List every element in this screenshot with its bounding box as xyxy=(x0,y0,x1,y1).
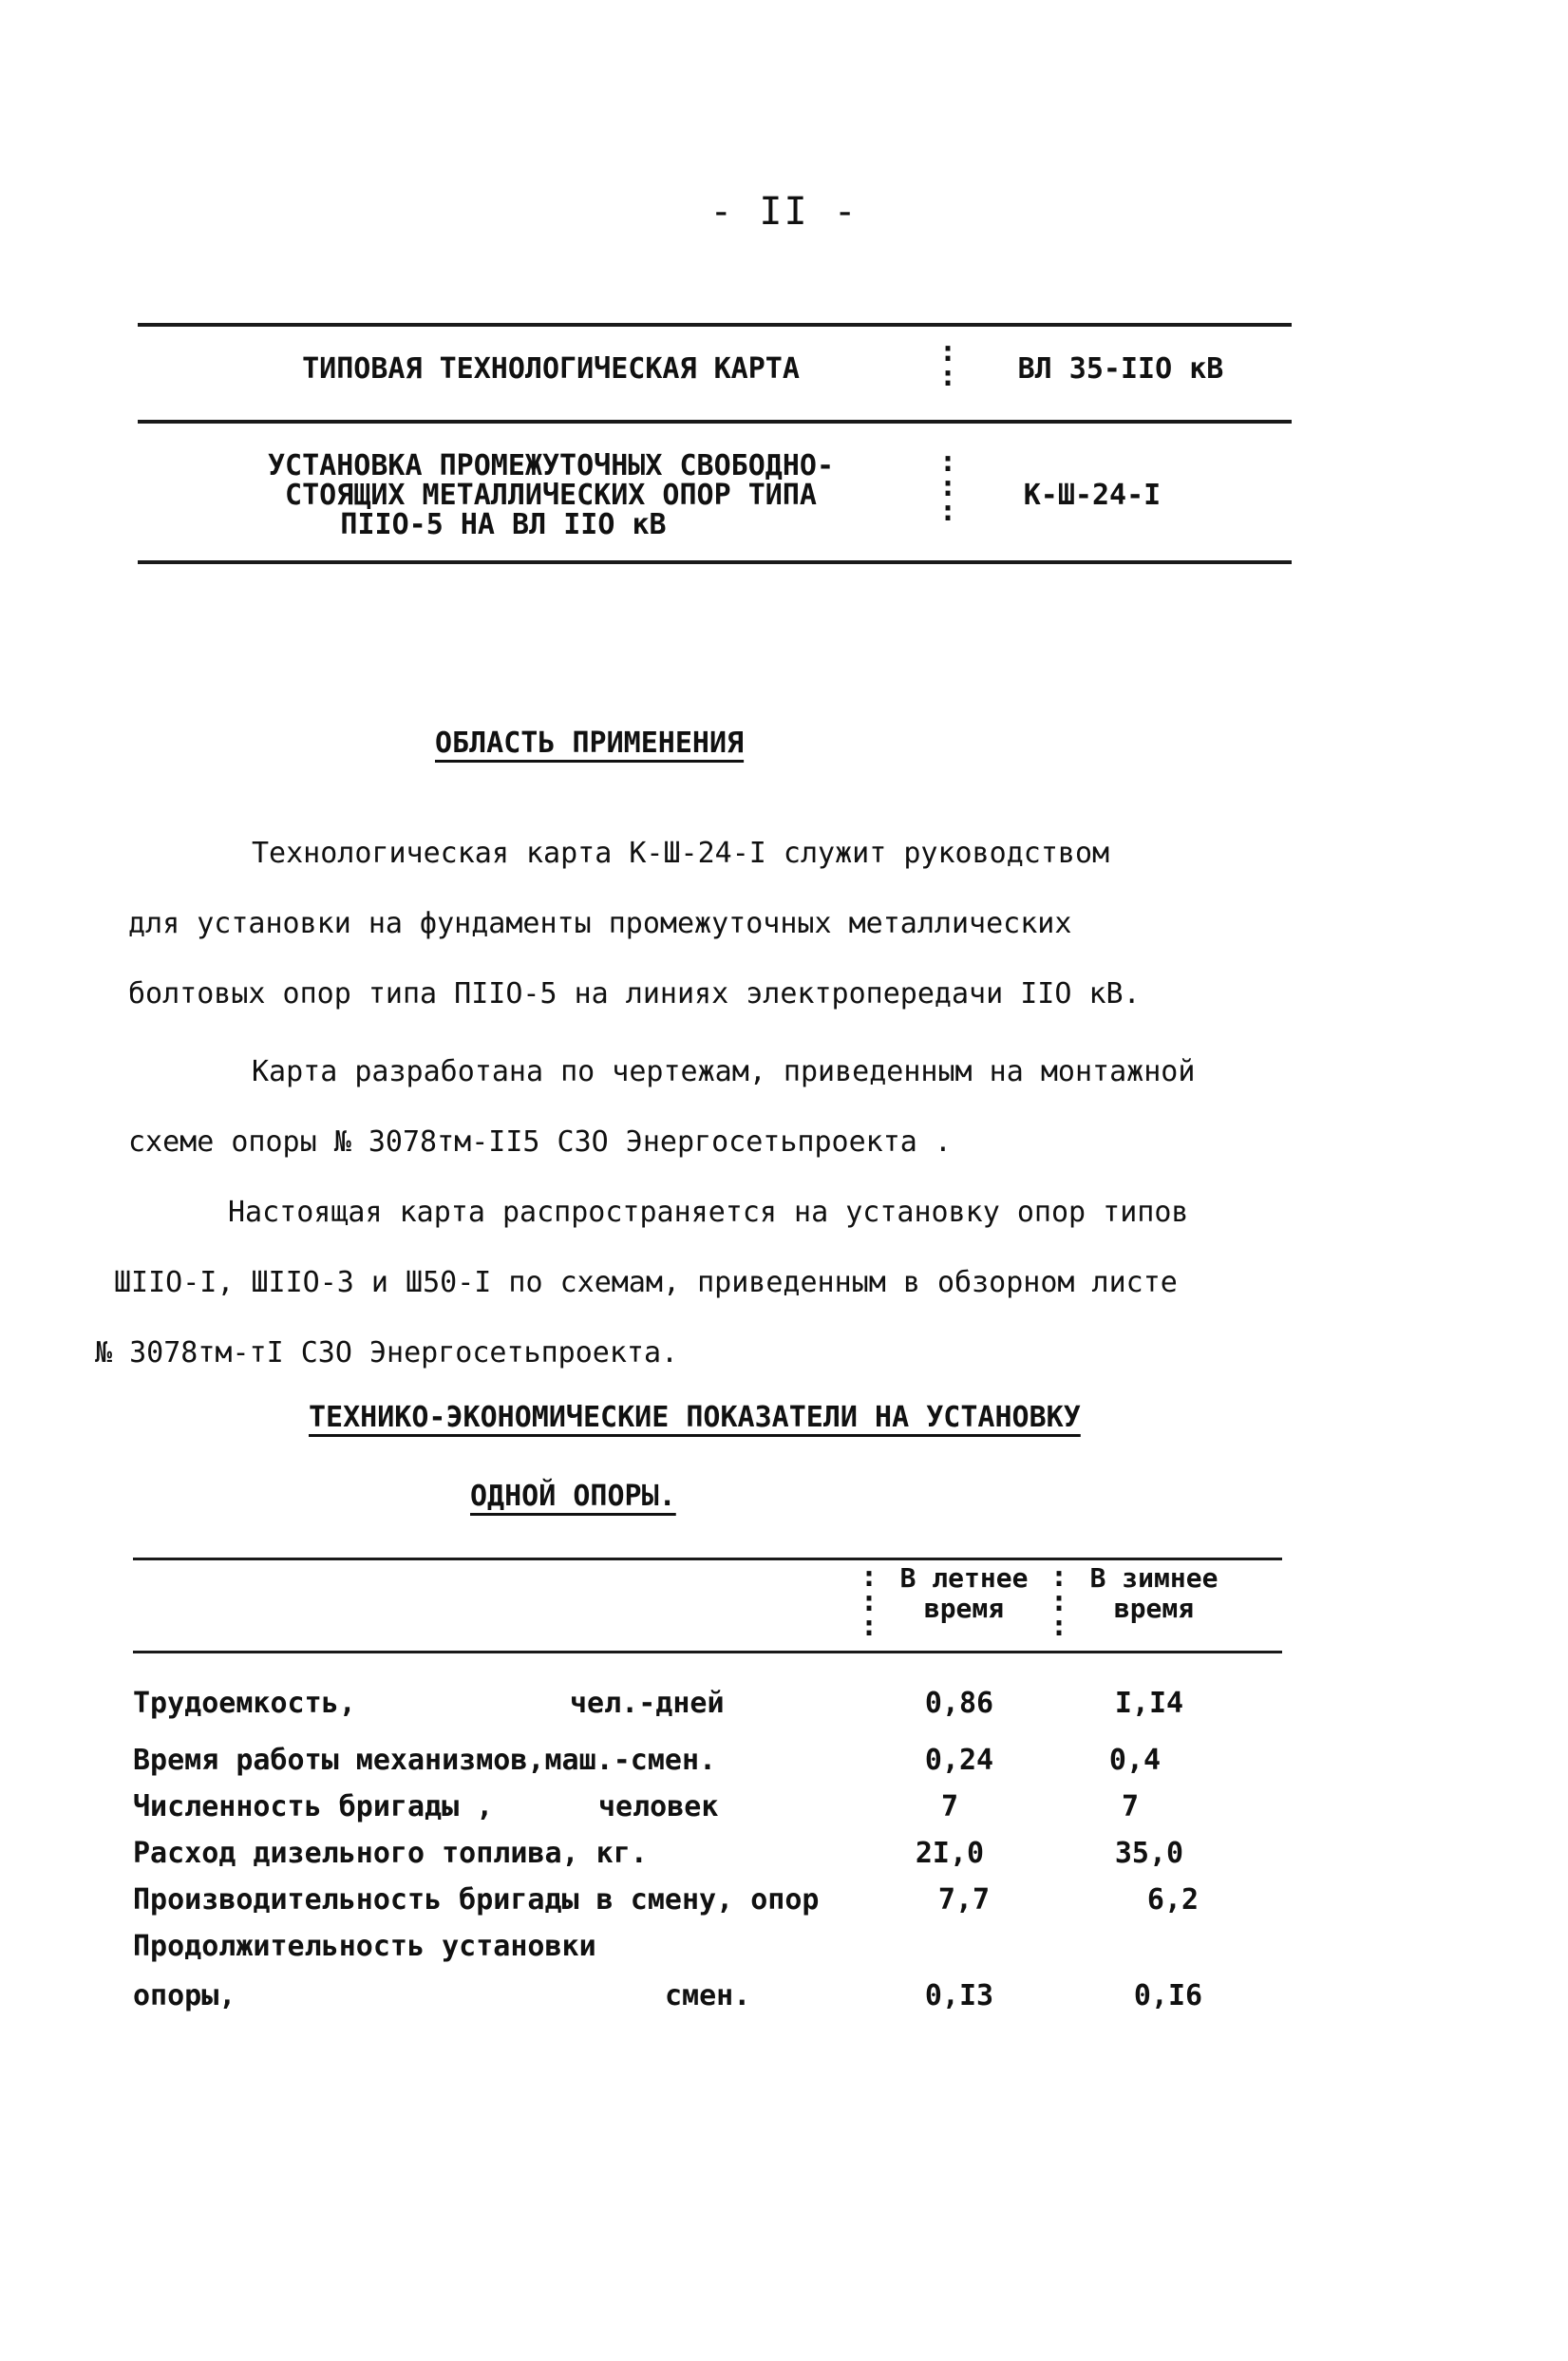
paragraph-drawings-line-2: схеме опоры № 3078тм-II5 СЗО Энергосетьпроекта . xyxy=(128,1125,952,1159)
header-separator: : : xyxy=(938,335,957,393)
value-winter: 7 xyxy=(1121,1790,1140,1823)
row-unit: человек xyxy=(598,1790,719,1823)
paragraph-line: болтовых опор типа ПIIO-5 на линиях электропередачи IIO кВ. xyxy=(128,977,1141,1011)
value-summer: 0,86 xyxy=(924,1687,994,1720)
value-summer: 0,I3 xyxy=(924,1979,994,2012)
header-title-line-3: ПIIO-5 НА ВЛ IIO кВ xyxy=(340,508,667,541)
row-label: Численность бригады , xyxy=(133,1790,494,1823)
paragraph-applicability-line-3: № 3078тм-тI СЗО Энергосетьпроекта. xyxy=(95,1336,679,1369)
row-label: Производительность бригады в смену, опор xyxy=(133,1883,820,1917)
column-header-summer-line-1: В летнее xyxy=(899,1562,1029,1594)
value-summer: 0,24 xyxy=(924,1744,994,1777)
page-number: - II - xyxy=(709,190,859,234)
header-separator: : : : xyxy=(938,445,957,528)
header-top-rule xyxy=(138,323,1292,327)
column-header-summer-line-2: время xyxy=(923,1593,1005,1624)
value-winter: I,I4 xyxy=(1114,1687,1184,1720)
header-bottom-rule xyxy=(138,560,1292,564)
value-winter: 35,0 xyxy=(1114,1837,1184,1870)
value-winter: 0,I6 xyxy=(1133,1979,1203,2012)
header-line-class: ВЛ 35-IIO кВ xyxy=(1017,352,1224,386)
row-unit: чел.-дней xyxy=(570,1687,725,1720)
column-header-winter-line-1: В зимнее xyxy=(1089,1562,1219,1594)
paragraph-purpose xyxy=(128,819,1141,1029)
row-label: опоры, xyxy=(133,1979,236,2012)
value-summer: 7,7 xyxy=(937,1883,991,1917)
section-title-indicators-line-2: ОДНОЙ ОПОРЫ. xyxy=(470,1480,676,1513)
header-title-line-1: УСТАНОВКА ПРОМЕЖУТОЧНЫХ СВОБОДНО- xyxy=(267,449,835,482)
row-label: Время работы механизмов,маш.-смен. xyxy=(133,1744,717,1777)
value-summer: 7 xyxy=(940,1790,959,1823)
table-header-rule xyxy=(133,1651,1282,1653)
header-doc-type: ТИПОВАЯ ТЕХНОЛОГИЧЕСКАЯ КАРТА xyxy=(302,352,800,386)
table-column-separator: : : : xyxy=(860,1560,878,1643)
column-header-winter-line-2: время xyxy=(1113,1593,1195,1624)
paragraph-line: Технологическая карта К-Ш-24-I служит руководством xyxy=(252,837,1110,870)
section-title-indicators: ТЕХНИКО-ЭКОНОМИЧЕСКИЕ ПОКАЗАТЕЛИ НА УСТАНОВКУ xyxy=(309,1401,1081,1434)
paragraph-applicability-line-1: Настоящая карта распространяется на установку опор типов xyxy=(228,1196,1189,1229)
column-header-summer xyxy=(878,1563,1049,1624)
paragraph-drawings-line-1: Карта разработана по чертежам, приведенным на монтажной xyxy=(252,1055,1196,1088)
row-label: Продолжительность установки xyxy=(133,1930,596,1963)
value-summer: 2I,0 xyxy=(915,1837,985,1870)
section-title-scope: ОБЛАСТЬ ПРИМЕНЕНИЯ xyxy=(435,727,745,760)
row-unit: смен. xyxy=(665,1979,751,2012)
header-title-line-2: СТОЯЩИХ МЕТАЛЛИЧЕСКИХ ОПОР ТИПА xyxy=(285,479,817,512)
paragraph-line: для установки на фундаменты промежуточных металлических xyxy=(128,907,1072,940)
paragraph-applicability-line-2: ШIIO-I, ШIIO-3 и Ш50-I по схемам, приведенным в обзорном листе xyxy=(114,1266,1178,1299)
row-label: Трудоемкость, xyxy=(133,1687,356,1720)
table-column-separator: : : : xyxy=(1049,1560,1068,1643)
header-middle-rule xyxy=(138,420,1292,424)
table-top-rule xyxy=(133,1558,1282,1560)
row-label: Расход дизельного топлива, кг. xyxy=(133,1837,648,1870)
value-winter: 0,4 xyxy=(1108,1744,1162,1777)
header-card-code: К-Ш-24-I xyxy=(1023,479,1162,512)
column-header-winter xyxy=(1068,1563,1239,1624)
value-winter: 6,2 xyxy=(1146,1883,1200,1917)
